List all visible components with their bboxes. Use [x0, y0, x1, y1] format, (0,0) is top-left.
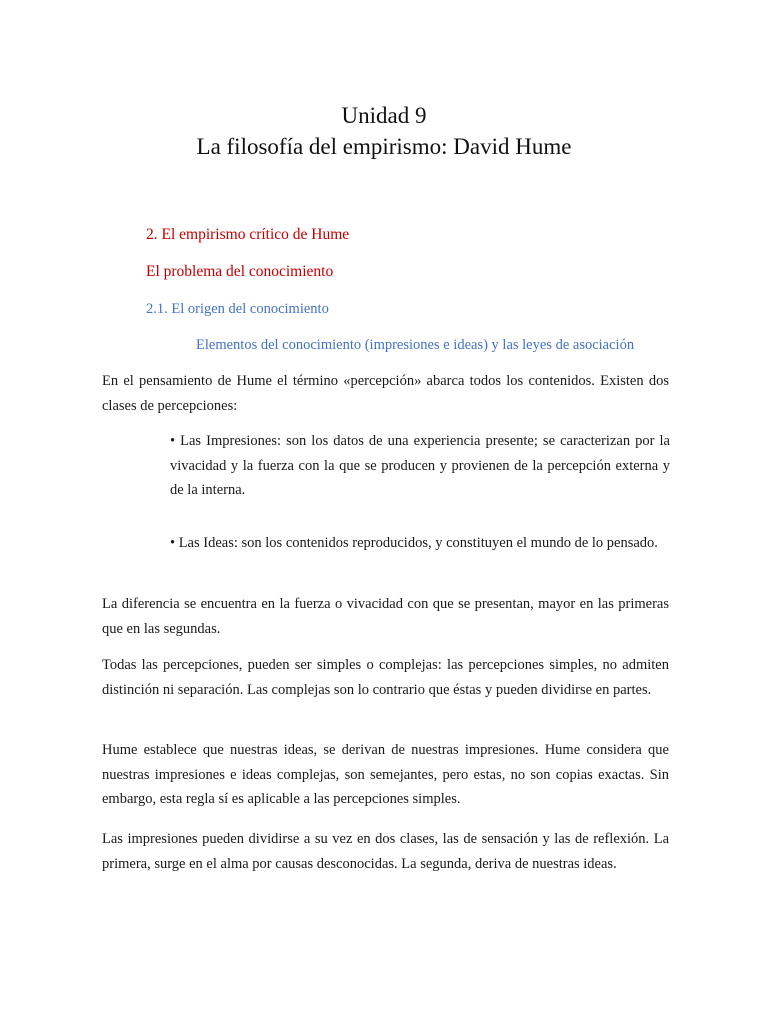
subsubsection-heading: Elementos del conocimiento (impresiones e ideas) y las leyes de asociación: [196, 337, 635, 353]
paragraph-diferencia: La diferencia se encuentra en la fuerza o vivacidad con que se presentan, mayor en las primeras que en las segundas.: [102, 596, 669, 637]
unit-title: Unidad 9: [341, 103, 427, 128]
intro-paragraph: En el pensamiento de Hume el término «percepción» abarca todos los contenidos. Existen dos clases de percepciones:: [102, 373, 669, 414]
bullet-impresiones: • Las Impresiones: son los datos de una experiencia presente; se caracterizan por la vivacidad y la fuerza con la que se producen y provienen de la percepción externa y de la interna.: [170, 433, 670, 498]
subsection-heading: 2.1. El origen del conocimiento: [146, 301, 329, 317]
paragraph-simples-complejas: Todas las percepciones, pueden ser simples o complejas: las percepciones simples, no admiten distinción ni separación. Las complejas son lo contrario que éstas y pueden dividirse en partes.: [102, 657, 669, 698]
paragraph-hume-establece: Hume establece que nuestras ideas, se derivan de nuestras impresiones. Hume considera que nuestras impresiones e ideas complejas, son semejantes, pero estas, no son copias exactas. Sin embargo, esta regla sí es aplicable a las percepciones simples.: [102, 742, 669, 807]
bullet-ideas: • Las Ideas: son los contenidos reproducidos, y constituyen el mundo de lo pensado.: [170, 535, 658, 551]
section-heading: 2. El empirismo crítico de Hume: [146, 226, 350, 243]
document-title: [0, 100, 768, 162]
paragraph-impresiones-clases: Las impresiones pueden dividirse a su vez en dos clases, las de sensación y las de reflexión. La primera, surge en el alma por causas desconocidas. La segunda, deriva de nuestras ideas.: [102, 831, 669, 872]
problem-heading: El problema del conocimiento: [146, 263, 334, 280]
unit-subtitle: La filosofía del empirismo: David Hume: [196, 134, 572, 159]
